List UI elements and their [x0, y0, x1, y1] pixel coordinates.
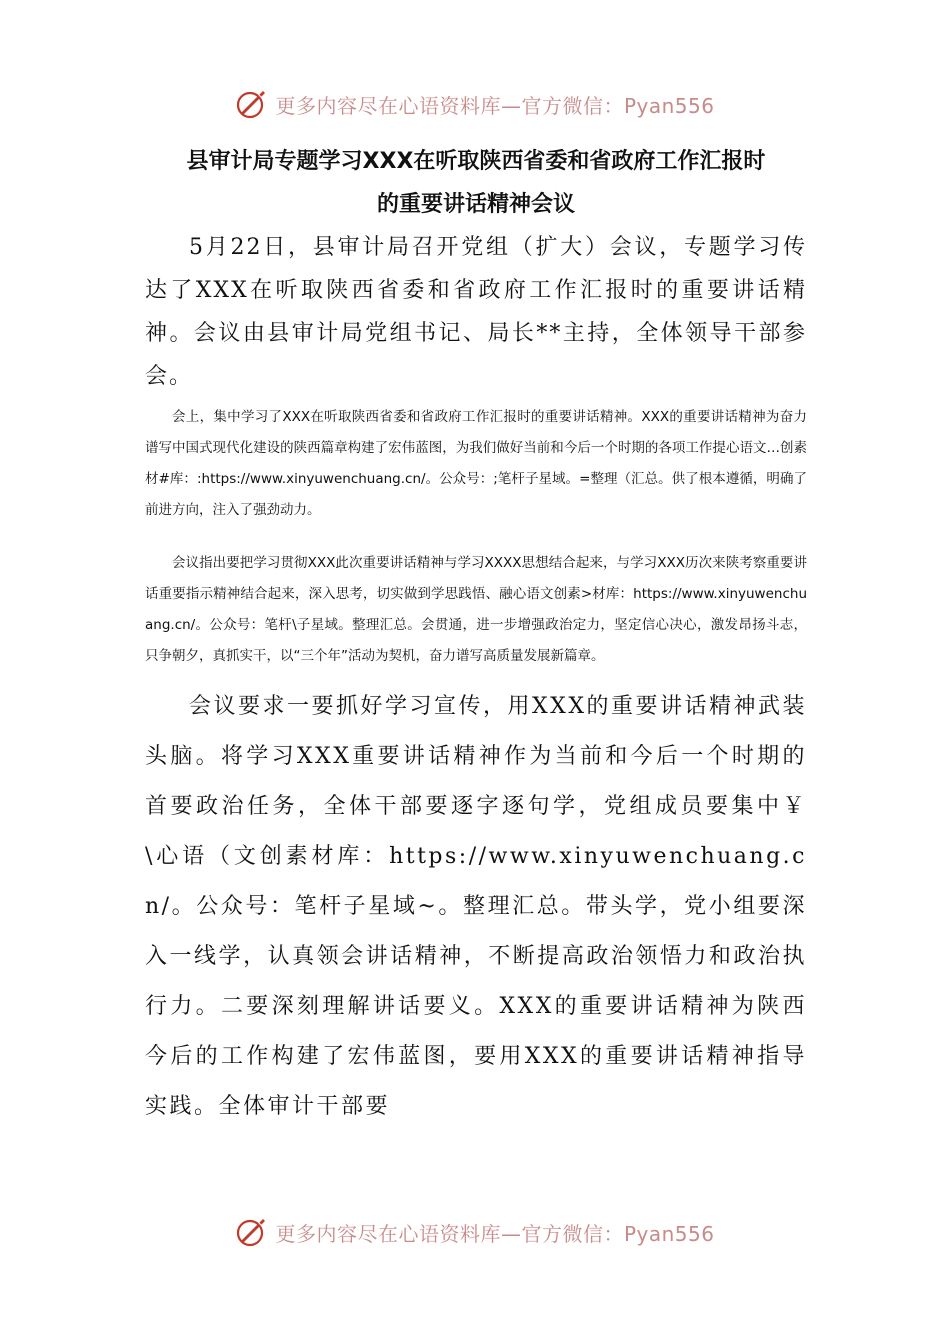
paragraph-requirements: 会议要求一要抓好学习宣传，用XXX的重要讲话精神武装头脑。将学习XXX重要讲话精神作为当前和今后一个时期的首要政治任务，全体干部要逐字逐句学，党组成员要集中￥\心语（文创素材库：https://www.xinyuwenchuang.cn/。公众号：笔杆子星域~。整理汇总。带头学，党小组要深入一线学，认真领会讲话精神，不断提高政治领悟力和政治执行力。二要深刻理解讲话要义。XXX的重要讲话精神为陕西今后的工作构建了宏伟蓝图，要用XXX的重要讲话精神指导实践。全体审计干部要	[145, 694, 807, 1119]
document-title	[145, 140, 807, 226]
banner-text: 更多内容尽在心语资料库—官方微信：Pyan556	[275, 93, 715, 118]
paragraph-study: 会上，集中学习了XXX在听取陕西省委和省政府工作汇报时的重要讲话精神。XXX的重要讲话精神为奋力谱写中国式现代化建设的陕西篇章构建了宏伟蓝图，为我们做好当前和今后一个时期的各项工作提心语文…创素材#库：:https://www.xinyuwenchuang.cn/。公众号：;笔杆子星域。=整理（汇总。供了根本遵循，明确了前进方向，注入了强劲动力。	[145, 409, 807, 518]
footer-banner	[0, 1212, 950, 1252]
title-line-1: 县审计局专题学习XXX在听取陕西省委和省政府工作汇报时	[186, 149, 766, 174]
header-banner	[0, 84, 950, 124]
paragraph-meeting-points: 会议指出要把学习贯彻XXX此次重要讲话精神与学习XXXX思想结合起来，与学习XXX历次来陕考察重要讲话重要指示精神结合起来，深入思考，切实做到学思践悟、融心语文创素>材库：https://www.xinyuwenchuang.cn/。公众号：笔杆\子星域。整理汇总。会贯通，进一步增强政治定力，坚定信心决心，激发昂扬斗志，只争朝夕，真抓实干，以“三个年”活动为契机，奋力谱写高质量发展新篇章。	[145, 555, 807, 664]
banner-text: 更多内容尽在心语资料库—官方微信：Pyan556	[275, 1221, 715, 1246]
document-body	[145, 140, 807, 1132]
pen-logo-icon	[235, 87, 269, 121]
pen-logo-icon	[235, 1215, 269, 1249]
paragraph-intro: 5月22日，县审计局召开党组（扩大）会议，专题学习传达了XXX在听取陕西省委和省政府工作汇报时的重要讲话精神。会议由县审计局党组书记、局长**主持，全体领导干部参会。	[145, 235, 807, 389]
title-line-2: 的重要讲话精神会议	[376, 192, 575, 217]
